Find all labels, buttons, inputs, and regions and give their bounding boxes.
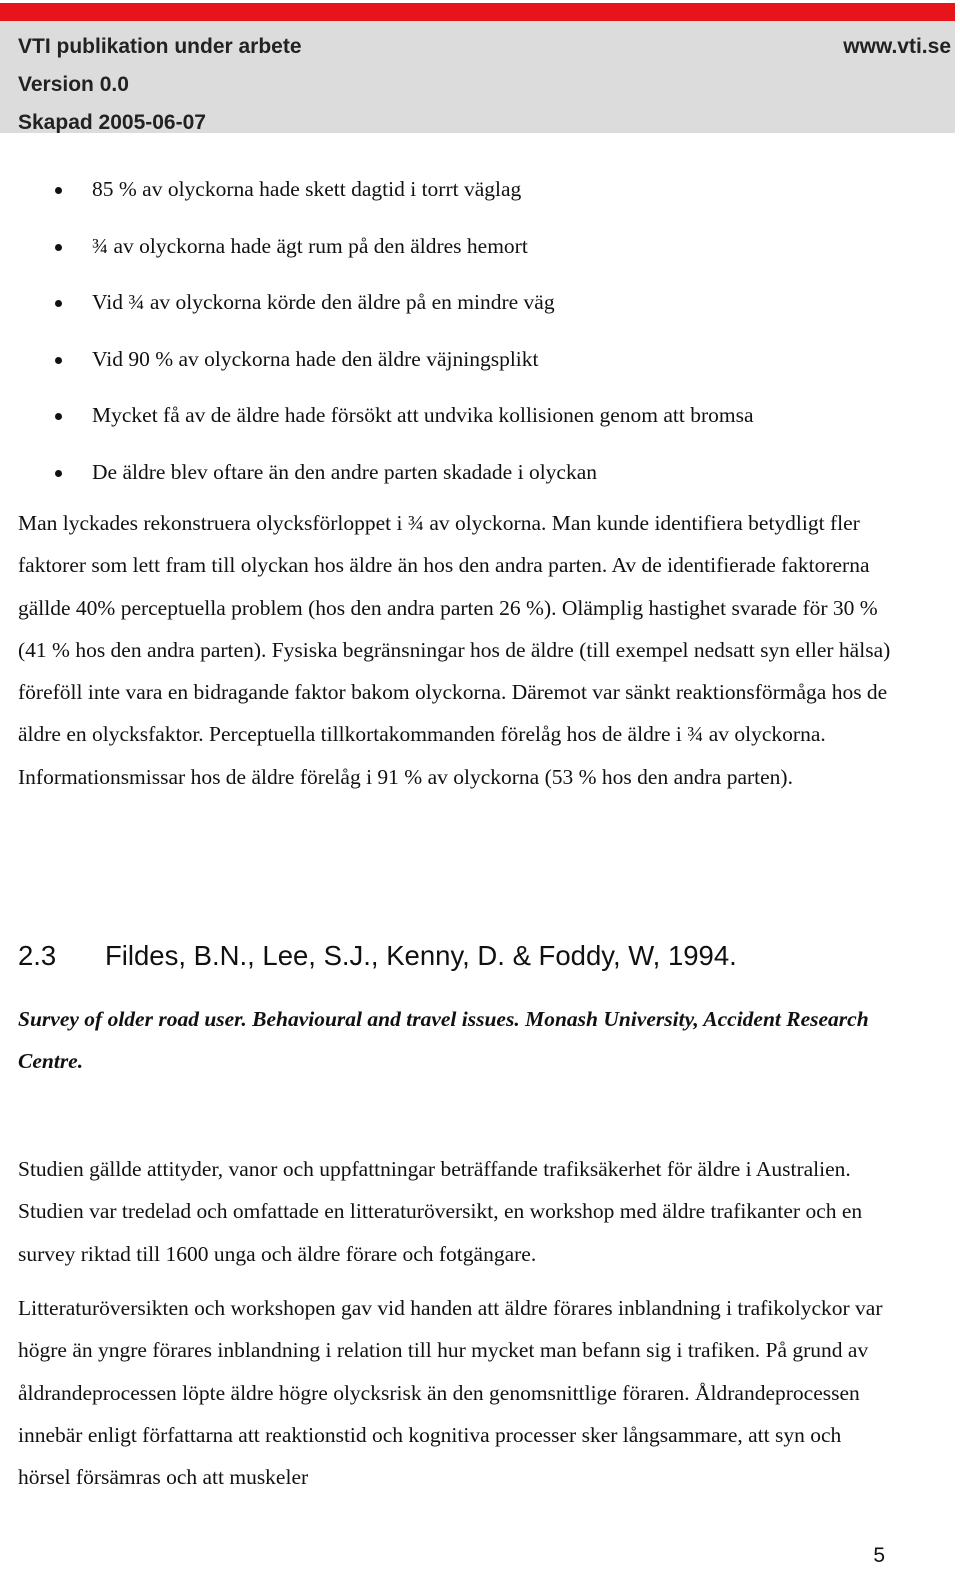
section-title: Fildes, B.N., Lee, S.J., Kenny, D. & Foddy, W, 1994. <box>105 940 737 971</box>
section-heading <box>18 940 737 972</box>
body-paragraph-literature: Litteraturöversikten och workshopen gav vid handen att äldre förares inblandning i trafikolyckor var högre än yngre förares inblandning i relation till hur mycket man befann sig i trafiken. På grund av åldrandeprocessen löpte äldre högre olycksrisk än den genomsnittlige föraren. Åldrandeprocessen innebär enligt författarna att reaktionstid och kognitiva processer sker långsammare, att syn och hörsel försämras och att muskeler <box>18 1296 883 1490</box>
list-item <box>0 174 754 231</box>
list-item <box>0 231 754 288</box>
version-label: Version 0.0 <box>18 73 129 96</box>
body-paragraph-reconstruction: Man lyckades rekonstruera olycksförloppet i ¾ av olyckorna. Man kunde identifiera betydligt fler faktorer som lett fram till olyckan hos äldre än hos den andra parten. Av de identifierade faktorerna gällde 40% perceptuella problem (hos den andra parten 26 %). Olämplig hastighet svarade för 30 % (41 % hos den andra parten). Fysiska begränsningar hos de äldre (till exempel nedsatt syn eller hälsa) föreföll inte vara en bidragande faktor bakom olyckorna. Däremot var sänkt reaktionsförmåga hos de äldre en olycksfaktor. Perceptuella tillkortakommanden förelåg hos de äldre i ¾ av olyckorna. Informationsmissar hos de äldre förelåg i 91 % av olyckorna (53 % hos den andra parten). <box>18 511 891 789</box>
bullet-icon <box>55 244 62 251</box>
list-item <box>0 400 754 457</box>
citation: Survey of older road user. Behavioural and travel issues. Monash University, Accident Research Centre. <box>18 1007 869 1073</box>
publication-title: VTI publikation under arbete <box>18 35 302 58</box>
list-item-text: ¾ av olyckorna hade ägt rum på den äldres hemort <box>92 233 528 258</box>
created-date: Skapad 2005-06-07 <box>18 111 206 133</box>
section-number: 2.3 <box>18 940 57 971</box>
bullet-icon <box>55 357 62 364</box>
list-item-text: De äldre blev oftare än den andre parten skadade i olyckan <box>92 459 598 484</box>
header-red-bar <box>0 3 955 21</box>
page-header <box>0 21 955 133</box>
body-paragraph-study: Studien gällde attityder, vanor och uppfattningar beträffande trafiksäkerhet för äldre i Australien. Studien var tredelad och omfattade en litteraturöversikt, en workshop med äldre trafikanter och en survey riktad till 1600 unga och äldre förare och fotgängare. <box>18 1157 863 1266</box>
page-number: 5 <box>873 1544 885 1567</box>
site-link[interactable]: www.vti.se <box>843 35 951 58</box>
list-item-text: Vid ¾ av olyckorna körde den äldre på en mindre väg <box>92 290 555 314</box>
list-item <box>0 287 754 344</box>
list-item-text: 85 % av olyckorna hade skett dagtid i torrt väglag <box>92 177 522 201</box>
list-item-text: Mycket få av de äldre hade försökt att undvika kollisionen genom att bromsa <box>92 403 754 427</box>
list-item-text: Vid 90 % av olyckorna hade den äldre väjningsplikt <box>92 346 539 371</box>
bullet-icon <box>55 300 62 307</box>
bullet-icon <box>55 470 62 477</box>
list-item <box>0 344 754 401</box>
bullet-icon <box>55 187 62 194</box>
bullet-icon <box>55 413 62 420</box>
findings-list <box>0 174 754 513</box>
